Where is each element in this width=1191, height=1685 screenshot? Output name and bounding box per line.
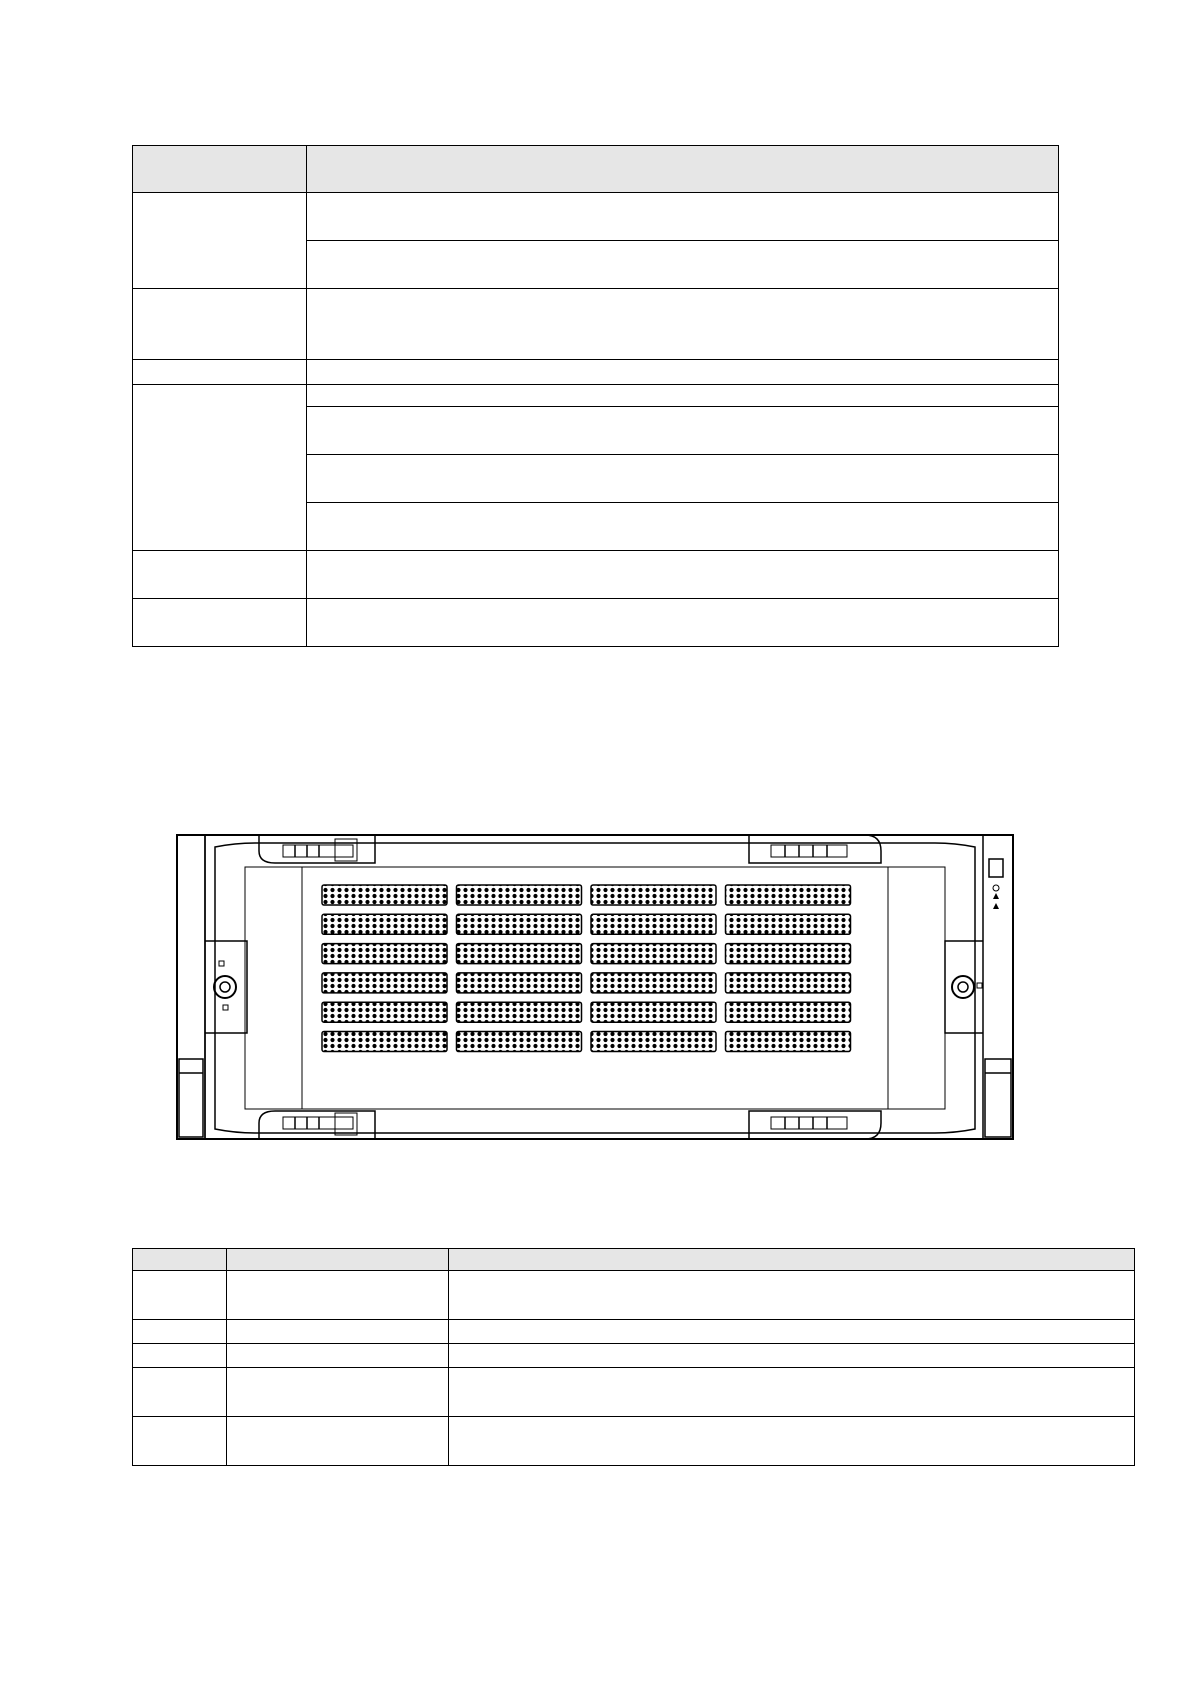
vent-slot xyxy=(726,885,851,905)
table-row xyxy=(133,551,1059,599)
table-cell xyxy=(307,551,1059,599)
table-cell xyxy=(307,455,1059,503)
vent-slot xyxy=(591,973,716,993)
vent-slot xyxy=(457,973,582,993)
alarm-indicator-icon xyxy=(993,903,999,909)
table-cell xyxy=(133,289,307,360)
top-left-handle xyxy=(259,835,375,863)
table-row xyxy=(133,193,1059,241)
vent-slot xyxy=(591,914,716,934)
table-cell xyxy=(133,193,307,289)
table-cell xyxy=(133,1344,227,1368)
table-row xyxy=(133,385,1059,407)
table-row xyxy=(133,1344,1135,1368)
header-cell xyxy=(449,1249,1135,1271)
left-ear xyxy=(177,835,247,1139)
status-indicator-icon xyxy=(993,885,999,891)
header-cell xyxy=(133,1249,227,1271)
left-lock-icon xyxy=(214,976,236,998)
table-cell xyxy=(133,385,307,551)
table-cell xyxy=(449,1368,1135,1417)
vent-slot xyxy=(726,944,851,964)
table-cell xyxy=(307,385,1059,407)
table-cell xyxy=(133,1368,227,1417)
table-row xyxy=(133,360,1059,385)
vent-slot xyxy=(591,1002,716,1022)
table-header-row xyxy=(133,146,1059,193)
table-cell xyxy=(449,1320,1135,1344)
right-lock-icon xyxy=(952,976,974,998)
vent-slot xyxy=(322,973,447,993)
power-button xyxy=(989,859,1003,877)
table-cell xyxy=(307,193,1059,241)
table-cell xyxy=(307,503,1059,551)
vent-slot xyxy=(591,885,716,905)
vent-slot xyxy=(457,885,582,905)
device-front-panel-drawing xyxy=(175,833,1015,1143)
vent-slot xyxy=(457,1002,582,1022)
spec-table-1 xyxy=(132,145,1059,647)
table-row xyxy=(133,1368,1135,1417)
table-cell xyxy=(133,551,307,599)
table-cell xyxy=(227,1417,449,1466)
bottom-left-handle xyxy=(259,1111,375,1139)
header-cell xyxy=(133,146,307,193)
table-cell xyxy=(227,1320,449,1344)
table-cell xyxy=(133,599,307,647)
table-cell xyxy=(307,241,1059,289)
vent-slot xyxy=(322,944,447,964)
table-cell xyxy=(227,1271,449,1320)
table-cell xyxy=(227,1368,449,1417)
table-cell xyxy=(133,1320,227,1344)
table-cell xyxy=(227,1344,449,1368)
table-row xyxy=(133,1417,1135,1466)
table-cell xyxy=(449,1417,1135,1466)
vent-grid xyxy=(322,885,851,1052)
vent-slot xyxy=(322,885,447,905)
table-row xyxy=(133,1320,1135,1344)
bottom-right-handle xyxy=(749,1111,881,1139)
vent-slot xyxy=(457,944,582,964)
table-cell xyxy=(307,360,1059,385)
vent-slot xyxy=(726,973,851,993)
table-cell xyxy=(307,407,1059,455)
table-row xyxy=(133,599,1059,647)
table-cell xyxy=(307,599,1059,647)
table-row xyxy=(133,1271,1135,1320)
vent-slot xyxy=(322,914,447,934)
top-right-handle xyxy=(749,835,881,863)
vent-slot xyxy=(322,1002,447,1022)
alarm-indicator-icon xyxy=(993,893,999,899)
table-row xyxy=(133,289,1059,360)
table-cell xyxy=(133,1271,227,1320)
vent-slot xyxy=(591,944,716,964)
vent-slot xyxy=(457,914,582,934)
header-cell xyxy=(227,1249,449,1271)
table-cell xyxy=(133,1417,227,1466)
table-cell xyxy=(449,1344,1135,1368)
vent-slot xyxy=(726,914,851,934)
vent-slot xyxy=(726,1002,851,1022)
vent-slot xyxy=(457,1032,582,1052)
table-cell xyxy=(133,360,307,385)
table-cell xyxy=(449,1271,1135,1320)
table-header-row xyxy=(133,1249,1135,1271)
header-cell xyxy=(307,146,1059,193)
vent-slot xyxy=(726,1032,851,1052)
vent-slot xyxy=(322,1032,447,1052)
spec-table-2 xyxy=(132,1248,1135,1466)
table-cell xyxy=(307,289,1059,360)
vent-slot xyxy=(591,1032,716,1052)
right-ear xyxy=(945,835,1013,1139)
